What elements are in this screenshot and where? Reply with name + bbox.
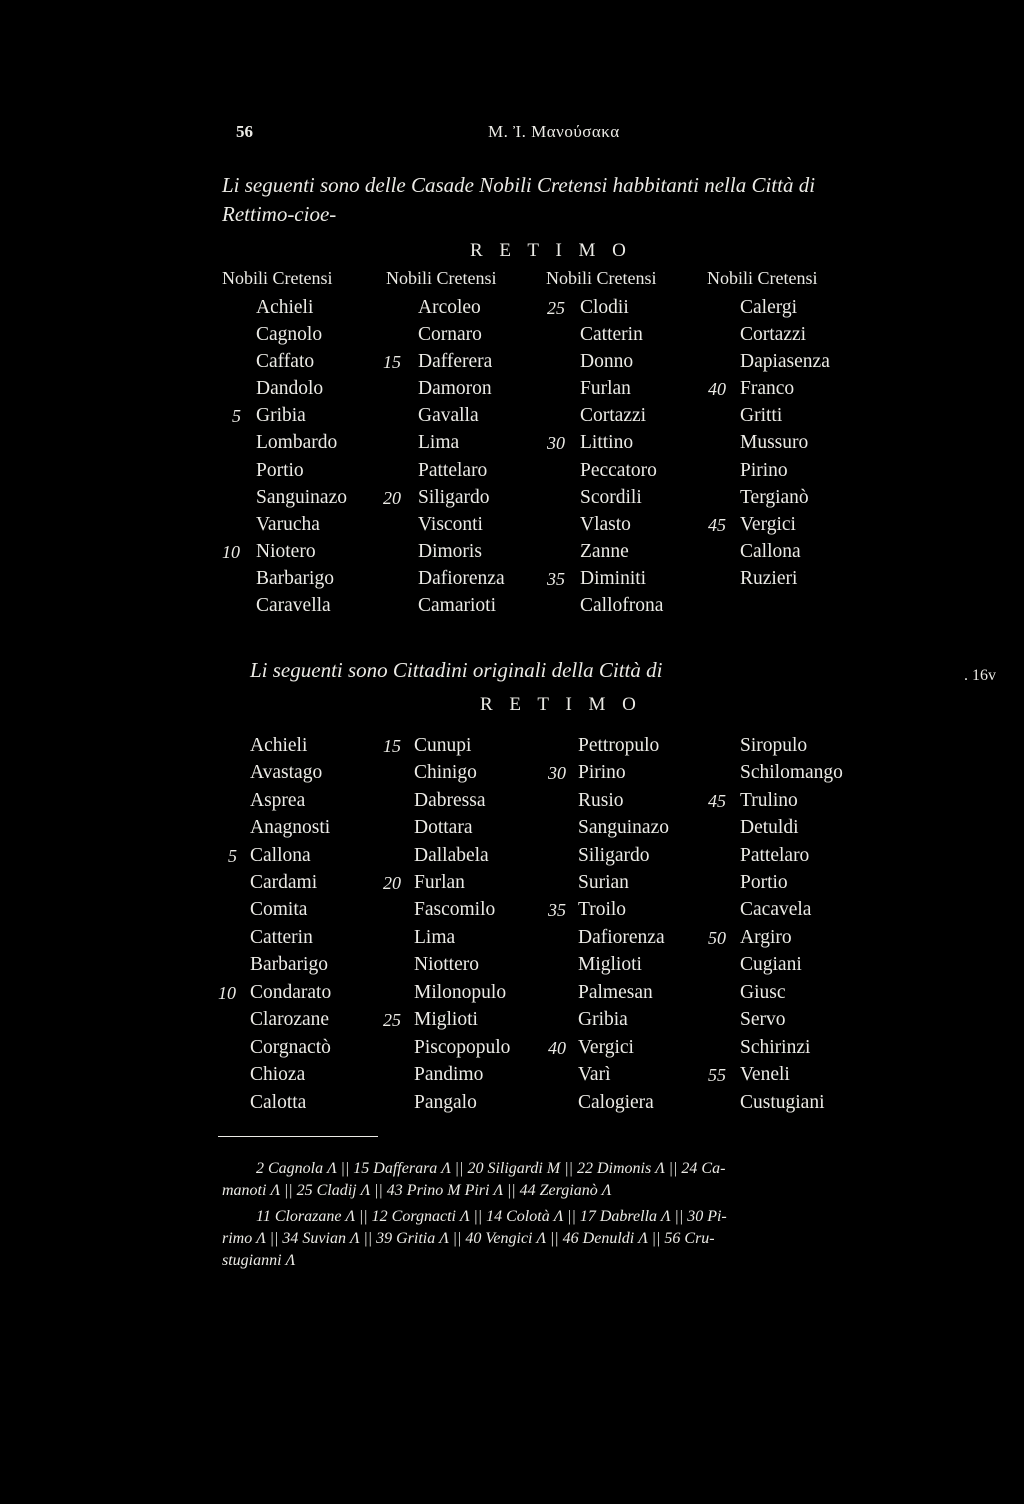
list-item: Dandolo (256, 378, 324, 399)
list-item: Zanne (580, 541, 629, 562)
page-number: 56 (236, 122, 253, 141)
line-number: 10 (222, 542, 240, 562)
list-item: Ruzieri (740, 568, 798, 589)
list-item: Argiro (740, 927, 792, 948)
folio-margin-note: . 16v (964, 667, 996, 684)
line-number: 10 (218, 983, 236, 1003)
footnote-line: stugianni Λ (222, 1252, 296, 1269)
list-item: Donno (580, 351, 634, 372)
list-item: Chioza (250, 1064, 306, 1085)
list-item: Gribia (578, 1009, 628, 1030)
list-item: Siligardo (418, 487, 490, 508)
line-number: 45 (708, 515, 726, 535)
line-number: 35 (548, 900, 566, 920)
list-item: Rusio (578, 790, 624, 811)
list-item: Cortazzi (580, 405, 647, 426)
list-item: Cacavela (740, 899, 812, 920)
line-number: 30 (547, 433, 565, 453)
list-item: Pattelaro (740, 845, 810, 866)
list-item: Pettropulo (578, 735, 660, 756)
list-item: Milonopulo (414, 982, 507, 1003)
list-item: Damoron (418, 378, 492, 399)
list-item: Dafferera (418, 351, 493, 372)
list-item: Calotta (250, 1092, 307, 1113)
list-item: Caffato (256, 351, 315, 372)
column-header: Nobili Cretensi (386, 268, 497, 288)
line-number: 20 (383, 488, 401, 508)
list-item: Cornaro (418, 324, 482, 345)
list-item: Peccatoro (580, 460, 657, 481)
list-item: Scordili (580, 487, 642, 508)
list-item: Dapiasenza (740, 351, 830, 372)
column-header: Nobili Cretensi (707, 268, 818, 288)
list-item: Schilomango (740, 762, 843, 783)
list-item: Anagnosti (250, 817, 331, 838)
column-header: Nobili Cretensi (222, 268, 333, 288)
list-item: Barbarigo (256, 568, 334, 589)
list-item: Littino (580, 432, 634, 453)
list-item: Condarato (250, 982, 332, 1003)
list-item: Vergici (578, 1037, 634, 1058)
column-header: Nobili Cretensi (546, 268, 657, 288)
list-item: Sanguinazo (256, 487, 347, 508)
section2-title: R E T I M O (480, 694, 642, 715)
list-item: Dafiorenza (418, 568, 505, 589)
list-item: Diminiti (580, 568, 647, 589)
running-head: Μ. Ἰ. Μανούσακα (488, 122, 620, 141)
list-item: Clodii (580, 297, 629, 318)
line-number: 5 (232, 406, 241, 426)
list-item: Dabressa (414, 790, 486, 811)
line-number: 5 (228, 846, 237, 866)
list-item: Cortazzi (740, 324, 807, 345)
list-item: Barbarigo (250, 954, 328, 975)
list-item: Veneli (740, 1064, 790, 1085)
list-item: Camarioti (418, 595, 496, 616)
list-item: Schirinzi (740, 1037, 811, 1058)
footnote-divider (218, 1136, 378, 1137)
list-item: Detuldi (740, 817, 799, 838)
list-item: Achieli (250, 735, 308, 756)
list-item: Cardami (250, 872, 318, 893)
list-item: Dafiorenza (578, 927, 665, 948)
line-number: 15 (383, 736, 401, 756)
list-item: Lombardo (256, 432, 338, 453)
list-item: Callofrona (580, 595, 664, 616)
line-number: 45 (708, 791, 726, 811)
list-item: Dallabela (414, 845, 489, 866)
list-item: Visconti (418, 514, 483, 535)
line-number: 15 (383, 352, 401, 372)
line-number: 50 (708, 928, 726, 948)
list-item: Cugiani (740, 954, 802, 975)
list-item: Cunupi (414, 735, 472, 756)
footnote-line: 11 Clorazane Λ || 12 Corgnacti Λ || 14 Colotà Λ || 17 Dabrella Λ || 30 Pi- (256, 1208, 727, 1225)
list-item: Avastago (250, 762, 323, 783)
list-item: Giusc (740, 982, 786, 1003)
list-item: Niottero (414, 954, 479, 975)
list-item: Asprea (250, 790, 306, 811)
list-item: Calergi (740, 297, 798, 318)
list-item: Pirino (740, 460, 788, 481)
list-item: Mussuro (740, 432, 809, 453)
list-item: Trulino (740, 790, 798, 811)
list-item: Varì (578, 1064, 611, 1085)
list-item: Palmesan (578, 982, 653, 1003)
list-item: Pangalo (414, 1092, 477, 1113)
list-item: Gribia (256, 405, 306, 426)
list-item: Dottara (414, 817, 473, 838)
list-item: Tergianò (740, 487, 809, 508)
list-item: Gritti (740, 405, 783, 426)
line-number: 25 (383, 1010, 401, 1030)
list-item: Miglioti (578, 954, 642, 975)
list-item: Custugiani (740, 1092, 825, 1113)
list-item: Piscopopulo (414, 1037, 511, 1058)
list-item: Achieli (256, 297, 314, 318)
list-item: Callona (250, 845, 311, 866)
footnote-line: rimo Λ || 34 Suvian Λ || 39 Gritia Λ || 40 Vengici Λ || 46 Denuldi Λ || 56 Cru- (222, 1230, 715, 1247)
list-item: Arcoleo (418, 297, 481, 318)
section2-intro: Li seguenti sono Cittadini originali della Città di (250, 658, 663, 682)
list-item: Portio (740, 872, 788, 893)
line-number: 30 (548, 763, 566, 783)
section1-title: R E T I M O (470, 240, 632, 261)
list-item: Pandimo (414, 1064, 484, 1085)
list-item: Niotero (256, 541, 316, 562)
list-item: Pattelaro (418, 460, 488, 481)
list-item: Siropulo (740, 735, 808, 756)
list-item: Clarozane (250, 1009, 330, 1030)
list-item: Lima (418, 432, 460, 453)
list-item: Fascomilo (414, 899, 496, 920)
list-item: Miglioti (414, 1009, 478, 1030)
list-item: Surian (578, 872, 629, 893)
list-item: Franco (740, 378, 795, 399)
list-item: Dimoris (418, 541, 482, 562)
section1-intro: Li seguenti sono delle Casade Nobili Cretensi habbitanti nella Città di Rettimo-cioe- (222, 173, 816, 226)
list-item: Varucha (256, 514, 320, 535)
list-item: Pirino (578, 762, 626, 783)
footnote-line: 2 Cagnola Λ || 15 Dafferara Λ || 20 Siligardi Μ || 22 Dimonis Λ || 24 Ca- (256, 1160, 726, 1177)
line-number: 35 (547, 569, 565, 589)
list-item: Gavalla (418, 405, 479, 426)
list-item: Servo (740, 1009, 786, 1030)
list-item: Catterin (250, 927, 313, 948)
list-item: Vergici (740, 514, 796, 535)
list-item: Lima (414, 927, 456, 948)
line-number: 20 (383, 873, 401, 893)
list-item: Siligardo (578, 845, 650, 866)
list-item: Cagnolo (256, 324, 323, 345)
list-item: Callona (740, 541, 801, 562)
list-item: Catterin (580, 324, 643, 345)
line-number: 40 (548, 1038, 566, 1058)
line-number: 40 (708, 379, 726, 399)
list-item: Caravella (256, 595, 331, 616)
footnote-line: manoti Λ || 25 Cladij Λ || 43 Prino Μ Piri Λ || 44 Zergianò Λ (222, 1182, 612, 1199)
list-item: Sanguinazo (578, 817, 669, 838)
list-item: Furlan (580, 378, 631, 399)
list-item: Chinigo (414, 762, 477, 783)
list-item: Calogiera (578, 1092, 654, 1113)
list-item: Portio (256, 460, 304, 481)
line-number: 25 (547, 298, 565, 318)
list-item: Comita (250, 899, 308, 920)
list-item: Vlasto (580, 514, 631, 535)
list-item: Troilo (578, 899, 627, 920)
line-number: 55 (708, 1065, 726, 1085)
list-item: Corgnactò (250, 1037, 331, 1058)
list-item: Furlan (414, 872, 465, 893)
